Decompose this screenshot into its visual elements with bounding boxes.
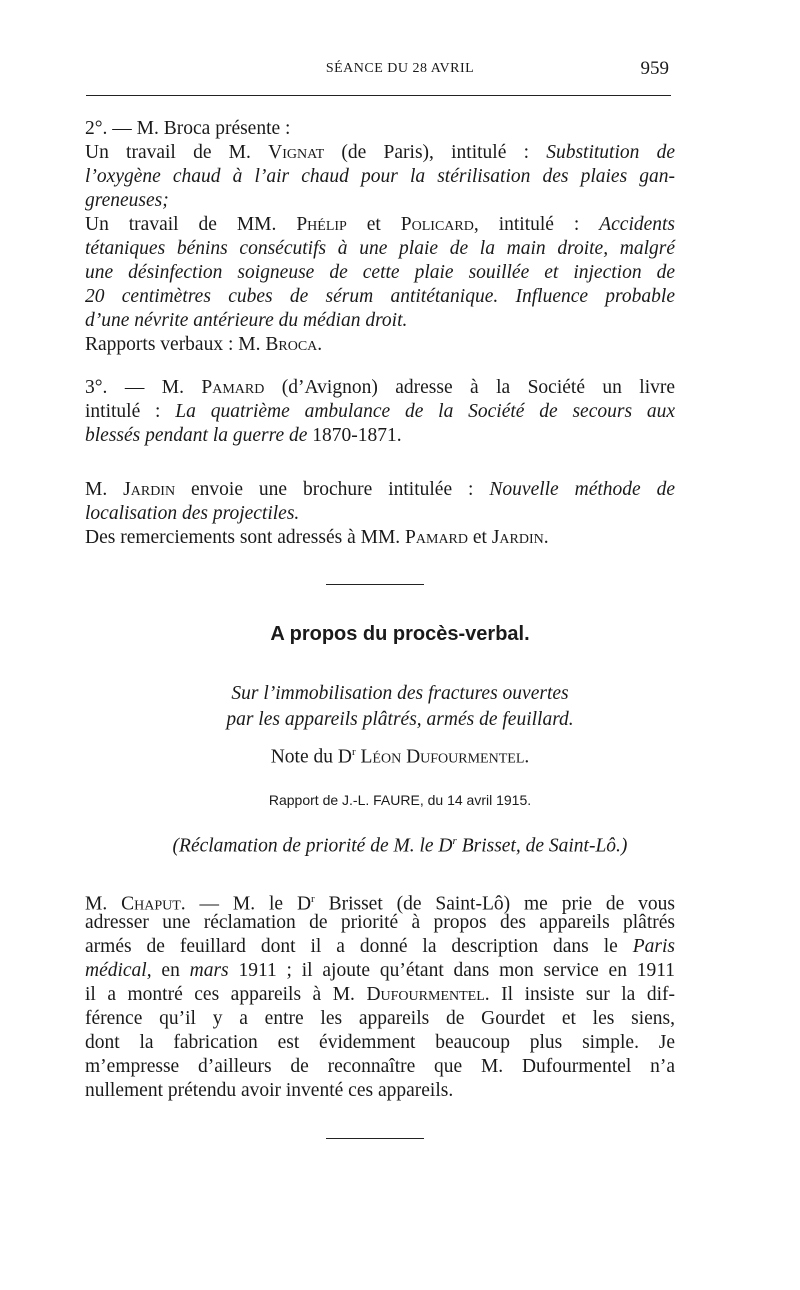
author-name: Policard,: [400, 214, 479, 235]
item2-heading: 2°. — M. Broca présente :: [85, 118, 291, 139]
text: 1870-1871.: [312, 425, 402, 446]
end-separator: [326, 1138, 424, 1139]
work-title: Paris: [632, 936, 675, 957]
text: il a montré ces appareils à M.: [85, 984, 355, 1005]
work-title: une désinfection soigneuse de cette plaie souillée et injection de: [85, 262, 675, 283]
chaput-line: [85, 1031, 675, 1055]
work-title: blessés pendant la guerre de: [85, 425, 308, 446]
text: en: [161, 960, 180, 981]
superscript: r: [311, 893, 315, 905]
subtitle-line: Sur l’immobilisation des fractures ouvertes: [231, 683, 569, 704]
author-name: Jardin: [123, 479, 176, 500]
jardin-line: [85, 526, 675, 550]
text: m’empresse d’ailleurs de reconnaître que M. Dufourmentel n’a: [85, 1056, 675, 1077]
item2-line: [85, 309, 675, 333]
header-rule: [86, 95, 671, 96]
item2-line: [85, 237, 675, 261]
work-title: tétaniques bénins consécutifs à une plaie de la main droite, malgré: [85, 238, 675, 259]
note-line: [0, 746, 800, 769]
work-title: d’une névrite antérieure du médian droit.: [85, 310, 408, 331]
text: Brisset, de Saint-Lô.): [461, 835, 628, 857]
text: férence qu’il y a entre les appareils de Gourdet et les siens,: [85, 1008, 675, 1029]
superscript: r: [351, 746, 356, 758]
text: Un travail de MM.: [85, 214, 277, 235]
work-title: médical,: [85, 960, 152, 981]
section-subtitle: [0, 709, 800, 731]
text: — M. le D: [199, 893, 312, 915]
text: intitulé :: [498, 214, 580, 235]
text: adresser une réclamation de priorité à propos des appareils plâtrés: [85, 912, 675, 933]
jardin-line: [85, 478, 675, 502]
text: Note du D: [270, 746, 352, 768]
item2-line: [85, 261, 675, 285]
author-name: Phélip: [296, 214, 347, 235]
item2-line: [85, 117, 675, 141]
author-name: Dufourmentel.: [366, 984, 490, 1005]
text: mars: [189, 960, 229, 981]
author-name: Pamard: [201, 377, 265, 398]
author-name: Broca.: [265, 334, 323, 355]
text: Rapports verbaux : M.: [85, 334, 261, 355]
running-header: SÉANCE DU 28 AVRIL: [325, 61, 475, 76]
item2-line: [85, 189, 675, 213]
chaput-line: [85, 1007, 675, 1031]
work-title: greneuses;: [85, 190, 169, 211]
item3-line: [85, 400, 675, 424]
text: Brisset (de Saint-Lô) me prie de vous: [328, 893, 676, 915]
text: M.: [85, 893, 108, 915]
text: Il insiste sur la dif-: [501, 984, 676, 1005]
item2-line: [85, 165, 675, 189]
text: nullement prétendu avoir inventé ces appareils.: [85, 1080, 454, 1101]
claim-line: [0, 835, 800, 858]
superscript: r: [452, 835, 457, 847]
item2-line: [85, 333, 675, 357]
item3-line: [85, 376, 675, 400]
report-line: Rapport de J.-L. FAURE, du 14 avril 1915.: [268, 792, 532, 808]
text: (de Paris), intitulé :: [341, 142, 529, 163]
text: dont la fabrication est évidemment beaucoup plus simple. Je: [85, 1032, 675, 1053]
chaput-line: [85, 911, 675, 935]
work-title: Influence probable: [515, 286, 675, 307]
author-name: Vignat: [268, 142, 325, 163]
text: Des remerciements sont adressés à MM.: [85, 527, 401, 548]
work-title: 20 centimètres cubes de sérum antitétanique.: [85, 286, 499, 307]
work-title: La quatrième ambulance de la Société de secours aux: [175, 401, 676, 422]
item2-line: [85, 285, 675, 309]
text: armés de feuillard dont il a donné la description dans le: [85, 936, 618, 957]
subtitle-line: par les appareils plâtrés, armés de feuillard.: [226, 709, 574, 730]
chaput-line: [85, 1079, 675, 1103]
work-title: Accidents: [599, 214, 676, 235]
jardin-line: [85, 502, 675, 526]
author-name: Léon Dufourmentel.: [360, 746, 530, 768]
author-name: Jardin.: [491, 527, 549, 548]
item3-line: [85, 424, 675, 448]
work-title: localisation des projectiles.: [85, 503, 300, 524]
text: (d’Avignon) adresse à la Société un livre: [281, 377, 676, 398]
work-title: Nouvelle méthode de: [489, 479, 676, 500]
chaput-line: [85, 935, 675, 959]
author-name: Pamard: [405, 527, 469, 548]
text: M.: [85, 479, 108, 500]
page-number: 959: [640, 58, 669, 79]
text: et: [366, 214, 381, 235]
text: et: [472, 527, 487, 548]
section-title: A propos du procès-verbal.: [270, 623, 530, 645]
text: Un travail de M.: [85, 142, 251, 163]
item2-line: [85, 141, 675, 165]
chaput-line: [85, 983, 675, 1007]
text: 1911 ; il ajoute qu’étant dans mon service en 1911: [238, 960, 676, 981]
section-separator: [326, 584, 424, 585]
chaput-line: [85, 1055, 675, 1079]
work-title: l’oxygène chaud à l’air chaud pour la stérilisation des plaies gan-: [85, 166, 675, 187]
text: intitulé :: [85, 401, 161, 422]
section-subtitle: [0, 683, 800, 705]
work-title: Substitution de: [546, 142, 676, 163]
text: envoie une brochure intitulée :: [191, 479, 474, 500]
author-name: Chaput.: [121, 893, 186, 915]
text: (Réclamation de priorité de M. le D: [172, 835, 453, 857]
chaput-line: [85, 959, 675, 983]
item2-line: [85, 213, 675, 237]
item3-heading: 3°. — M.: [85, 377, 184, 398]
